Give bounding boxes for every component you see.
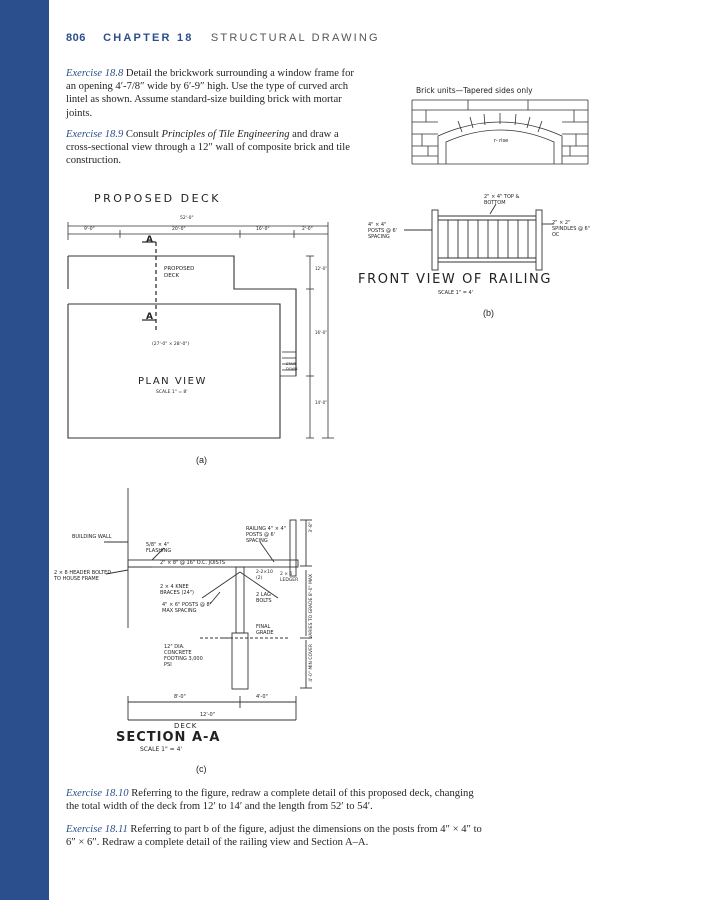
plan-side-dim-3: 14'-0" bbox=[315, 400, 328, 405]
plan-room-note: (27'-0" × 28'-0") bbox=[152, 342, 190, 347]
exercise-18-9-text-b: and draw a cross-sectional view through a 12″ wall of composite brick and tile construction. bbox=[66, 129, 350, 167]
plan-dim-1: 9'-0" bbox=[84, 227, 95, 232]
exercise-18-8-label: Exercise 18.8 bbox=[66, 68, 124, 79]
plan-deck-label: PROPOSED DECK bbox=[164, 266, 195, 279]
railing-top-note: 2" × 4" TOP & BOTTOM bbox=[484, 194, 520, 206]
plan-dim-2: 20'-0" bbox=[172, 227, 186, 232]
running-head bbox=[66, 32, 380, 44]
exercise-18-9-text-a: Consult bbox=[123, 129, 162, 140]
exercise-18-11 bbox=[66, 823, 486, 849]
section-posts-note: 4" × 6" POSTS @ 8' MAX SPACING bbox=[162, 602, 212, 614]
section-flashing: 5/8" × 4" FLASHING bbox=[146, 542, 172, 554]
plan-overall-dim: 52'-0" bbox=[180, 216, 194, 221]
plan-stair-note: STAIR DOWN bbox=[286, 362, 298, 371]
section-dim-height: VARIES TO GRADE 8'-0" MAX bbox=[309, 574, 314, 639]
caption-a: (a) bbox=[196, 455, 207, 465]
plan-side-dim-2: 16'-0" bbox=[315, 330, 328, 335]
section-railing-note: RAILING 4" × 4" POSTS @ 6' SPACING bbox=[246, 526, 286, 544]
brick-arch-drawing bbox=[408, 86, 592, 168]
page-number: 806 bbox=[66, 32, 86, 44]
plan-side-dim-1: 12'-0" bbox=[315, 266, 328, 271]
section-marker-top: A bbox=[146, 235, 153, 245]
section-dim-cover: 4'-0" MIN COVER bbox=[309, 644, 314, 682]
section-dim-left: 8'-0" bbox=[174, 694, 186, 700]
railing-figure bbox=[356, 190, 636, 325]
railing-title: FRONT VIEW OF RAILING bbox=[358, 272, 553, 287]
exercise-18-9-book-title: Principles of Tile Engineering bbox=[161, 129, 290, 140]
plan-view-title: PLAN VIEW bbox=[138, 376, 207, 387]
section-deck-label: DECK bbox=[174, 722, 198, 730]
exercise-18-9 bbox=[66, 128, 358, 168]
exercise-18-10-label: Exercise 18.10 bbox=[66, 788, 129, 799]
section-marker-bottom: A bbox=[146, 312, 153, 322]
plan-view-figure bbox=[60, 186, 360, 471]
plan-title: PROPOSED DECK bbox=[94, 192, 221, 205]
section-dim-right: 4'-0" bbox=[256, 694, 268, 700]
section-dim-rail: 3'-8" bbox=[309, 522, 314, 533]
railing-drawing bbox=[356, 190, 636, 280]
plan-dim-4: 2'-0" bbox=[302, 227, 313, 232]
section-final-grade: FINAL GRADE bbox=[256, 624, 274, 636]
section-joists: 2" × 8" @ 16" O.C. JOISTS bbox=[160, 560, 226, 566]
brick-rise-label: r- rise bbox=[494, 138, 509, 144]
section-lag-bolts: 2 LAG BOLTS bbox=[256, 592, 272, 604]
caption-c: (c) bbox=[196, 764, 207, 774]
plan-dim-3: 16'-0" bbox=[256, 227, 270, 232]
exercise-18-10 bbox=[66, 787, 486, 813]
brick-note: Brick units—Tapered sides only bbox=[416, 86, 533, 95]
exercise-18-11-text: Referring to part b of the figure, adjust the dimensions on the posts from 4″ × 4″ to 6″ × 6″. Redraw a complete detail of the railing view and Section A–A. bbox=[66, 824, 482, 849]
section-header-note: 2 × 8 HEADER BOLTED TO HOUSE FRAME bbox=[54, 570, 112, 582]
railing-posts-note: 4" × 4" POSTS @ 6' SPACING bbox=[368, 222, 398, 240]
page-sidebar-band bbox=[0, 0, 49, 900]
section-dim-total: 12'-0" bbox=[200, 712, 216, 718]
plan-view-drawing bbox=[60, 186, 360, 456]
exercise-18-11-label: Exercise 18.11 bbox=[66, 824, 128, 835]
section-knee-braces: 2 × 4 KNEE BRACES (24") bbox=[160, 584, 195, 596]
railing-scale: SCALE 1" = 4' bbox=[438, 290, 474, 296]
chapter-label: CHAPTER 18 bbox=[103, 32, 194, 44]
brick-arch-figure bbox=[408, 86, 592, 168]
exercise-18-9-label: Exercise 18.9 bbox=[66, 129, 124, 140]
section-scale: SCALE 1" = 4' bbox=[140, 746, 183, 753]
section-title: SECTION A-A bbox=[116, 730, 221, 745]
section-beam-note: 2-2×10 (2) bbox=[256, 570, 273, 581]
section-ledger-note: 2 × 6 LEDGER bbox=[280, 572, 299, 583]
railing-spindles-note: 2" × 2" SPINDLES @ 6" OC bbox=[552, 220, 591, 238]
exercise-18-8 bbox=[66, 67, 358, 120]
exercise-18-10-text: Referring to the figure, redraw a complete detail of this proposed deck, changing the total width of the deck from 12′ to 14′ and the length from 52′ to 54′. bbox=[66, 788, 474, 813]
section-building-wall: BUILDING WALL bbox=[72, 534, 112, 540]
plan-scale: SCALE 1" = 8' bbox=[156, 390, 188, 395]
section-title: STRUCTURAL DRAWING bbox=[210, 32, 380, 44]
section-footing: 12" DIA. CONCRETE FOOTING 3,000 PSI bbox=[164, 644, 203, 668]
caption-b: (b) bbox=[483, 308, 494, 318]
section-figure bbox=[54, 488, 330, 758]
exercise-18-8-text: Detail the brickwork surrounding a window frame for an opening 4′-7/8″ wide by 6′-9″ high. Use the type of curved arch lintel as shown. Assume standard-size building brick with mortar joints. bbox=[66, 68, 354, 119]
